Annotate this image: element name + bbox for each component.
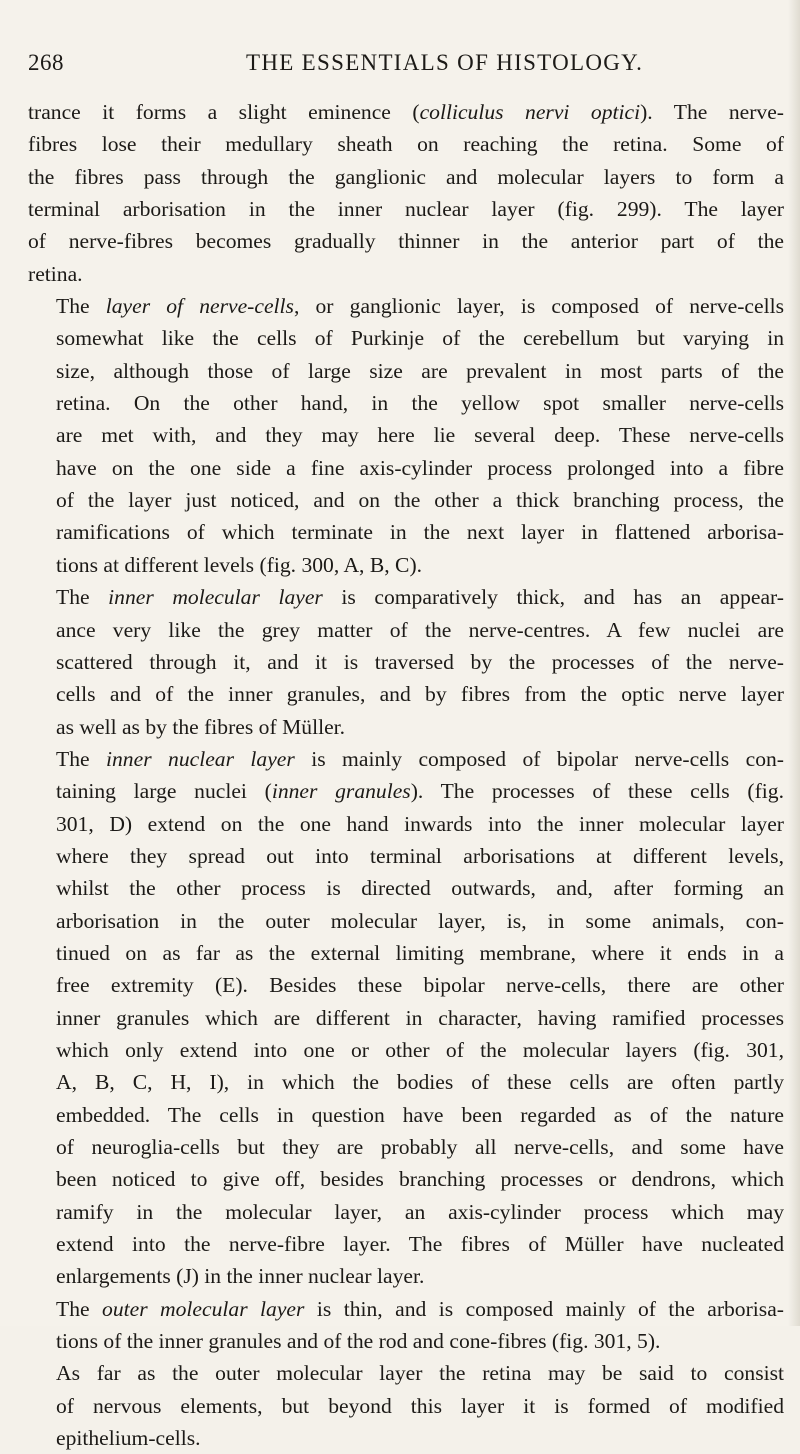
text-run: is mainly composed of bipolar nerve-cells con- (294, 746, 784, 771)
text-line (28, 387, 784, 419)
text-line (28, 937, 784, 969)
text-line (28, 225, 784, 257)
text-run: retina. On the other hand, in the yellow spot smaller nerve-cells (56, 391, 784, 416)
text-run: which only extend into one or other of the molecular layers (fig. 301, (56, 1037, 784, 1062)
running-title: THE ESSENTIALS OF HISTOLOGY. (246, 50, 644, 75)
text-line (28, 161, 784, 193)
text-run: retina. (28, 261, 83, 286)
italic-term: outer molecular layer (102, 1296, 305, 1321)
text-run: have on the one side a fine axis-cylinder process prolonged into a fibre (56, 455, 784, 480)
text-line (28, 1002, 784, 1034)
text-run: tions of the inner granules and of the rod and cone-fibres (fig. 301, 5). (56, 1329, 661, 1354)
text-run: are met with, and they may here lie several deep. These nerve-cells (56, 423, 784, 448)
text-line (28, 743, 784, 775)
text-line (28, 1066, 784, 1098)
text-line (28, 905, 784, 937)
text-line (28, 1422, 784, 1454)
text-run: size, although those of large size are prevalent in most parts of the (56, 358, 784, 383)
text-line (28, 484, 784, 516)
text-run: fibres lose their medullary sheath on reaching the retina. Some of (28, 132, 784, 157)
text-line (28, 969, 784, 1001)
text-run: epithelium-cells. (56, 1426, 201, 1451)
text-run: enlargements (J) in the inner nuclear layer. (56, 1264, 425, 1289)
text-line (28, 1228, 784, 1260)
text-run: ance very like the grey matter of the nerve-centres. A few nuclei are (56, 617, 784, 642)
text-run: the fibres pass through the ganglionic and molecular layers to form a (28, 164, 784, 189)
body-text (28, 96, 784, 1454)
text-run: taining large nuclei ( (56, 779, 272, 804)
text-run: arborisation in the outer molecular layer, is, in some animals, con- (56, 908, 784, 933)
text-run: As far as the outer molecular layer the retina may be said to consist (56, 1361, 784, 1386)
text-run: inner granules which are different in character, having ramified processes (56, 1005, 784, 1030)
text-line (28, 516, 784, 548)
text-run: The (56, 294, 106, 319)
text-run: The (56, 1296, 103, 1321)
italic-term: inner granules (271, 779, 411, 804)
text-line (28, 678, 784, 710)
text-run: terminal arborisation in the inner nuclear layer (fig. 299). The layer (28, 197, 784, 222)
italic-term: colliculus nervi optici (419, 100, 641, 124)
text-line (28, 96, 784, 128)
text-run: embedded. The cells in question have been regarded as of the nature (56, 1102, 784, 1127)
text-line (28, 581, 784, 613)
text-run: trance it forms a slight eminence ( (28, 100, 420, 124)
paragraph (28, 1293, 784, 1358)
text-line (28, 452, 784, 484)
text-line (28, 1196, 784, 1228)
text-line (28, 614, 784, 646)
text-line (28, 1131, 784, 1163)
text-line (28, 1325, 784, 1357)
text-line (28, 775, 784, 807)
text-line (28, 258, 784, 290)
text-run: of the layer just noticed, and on the other a thick branching process, the (56, 488, 784, 513)
text-line (28, 1163, 784, 1195)
paragraph (28, 290, 784, 581)
text-run: whilst the other process is directed outwards, and, after forming an (56, 876, 784, 901)
text-run: ramify in the molecular layer, an axis-cylinder process which may (56, 1199, 784, 1224)
text-line (28, 1099, 784, 1131)
text-run: 301, D) extend on the one hand inwards into the inner molecular layer (56, 811, 784, 836)
text-run: somewhat like the cells of Purkinje of the cerebellum but varying in (56, 326, 784, 351)
text-run: where they spread out into terminal arborisations at different levels, (56, 843, 784, 868)
text-run: A, B, C, H, I), in which the bodies of these cells are often partly (56, 1070, 784, 1095)
text-run: tinued on as far as the external limiting membrane, where it ends in a (56, 940, 784, 965)
text-line (28, 549, 784, 581)
text-run: of nervous elements, but beyond this layer it is formed of modified (56, 1393, 784, 1418)
paragraph (28, 581, 784, 743)
text-run: The (56, 585, 109, 610)
paragraph (28, 96, 784, 290)
text-run: scattered through it, and it is traversed by the processes of the nerve- (56, 649, 784, 674)
text-run: is comparatively thick, and has an appear- (322, 585, 784, 610)
italic-term: layer of nerve-cells (105, 294, 294, 319)
text-line (28, 646, 784, 678)
text-line (28, 193, 784, 225)
italic-term: inner nuclear layer (106, 746, 295, 771)
italic-term: inner molecular layer (108, 585, 323, 610)
text-run: as well as by the fibres of Müller. (56, 714, 346, 739)
text-line (28, 872, 784, 904)
text-line (28, 711, 784, 743)
text-line (28, 419, 784, 451)
text-line (28, 1034, 784, 1066)
text-run: The (56, 746, 107, 771)
text-line (28, 808, 784, 840)
page-number: 268 (28, 50, 64, 75)
text-run: tions at different levels (fig. 300, A, B, C). (56, 552, 423, 577)
paragraph (28, 743, 784, 1293)
text-line (28, 355, 784, 387)
text-line (28, 128, 784, 160)
text-run: free extremity (E). Besides these bipolar nerve-cells, there are other (56, 973, 784, 998)
text-run: of neuroglia-cells but they are probably all nerve-cells, and some have (56, 1135, 784, 1159)
text-line (28, 1260, 784, 1292)
page-edge-shadow (788, 0, 800, 1326)
text-run: ). The nerve- (640, 100, 784, 124)
text-line (28, 290, 784, 322)
text-run: extend into the nerve-fibre layer. The fibres of Müller have nucleated (56, 1232, 784, 1257)
text-run: , or ganglionic layer, is composed of nerve-cells (293, 294, 784, 319)
text-line (28, 840, 784, 872)
text-run: is thin, and is composed mainly of the arborisa- (304, 1296, 784, 1321)
text-line (28, 322, 784, 354)
text-run: been noticed to give off, besides branching processes or dendrons, which (56, 1167, 784, 1192)
paragraph (28, 1357, 784, 1454)
text-run: of nerve-fibres becomes gradually thinner in the anterior part of the (28, 229, 784, 254)
text-line (28, 1293, 784, 1325)
page-header (28, 46, 788, 76)
text-run: ). The processes of these cells (fig. (410, 779, 784, 804)
text-line (28, 1390, 784, 1422)
text-run: cells and of the inner granules, and by fibres from the optic nerve layer (56, 682, 784, 707)
text-run: ramifications of which terminate in the next layer in flattened arborisa- (56, 520, 784, 545)
text-line (28, 1357, 784, 1389)
